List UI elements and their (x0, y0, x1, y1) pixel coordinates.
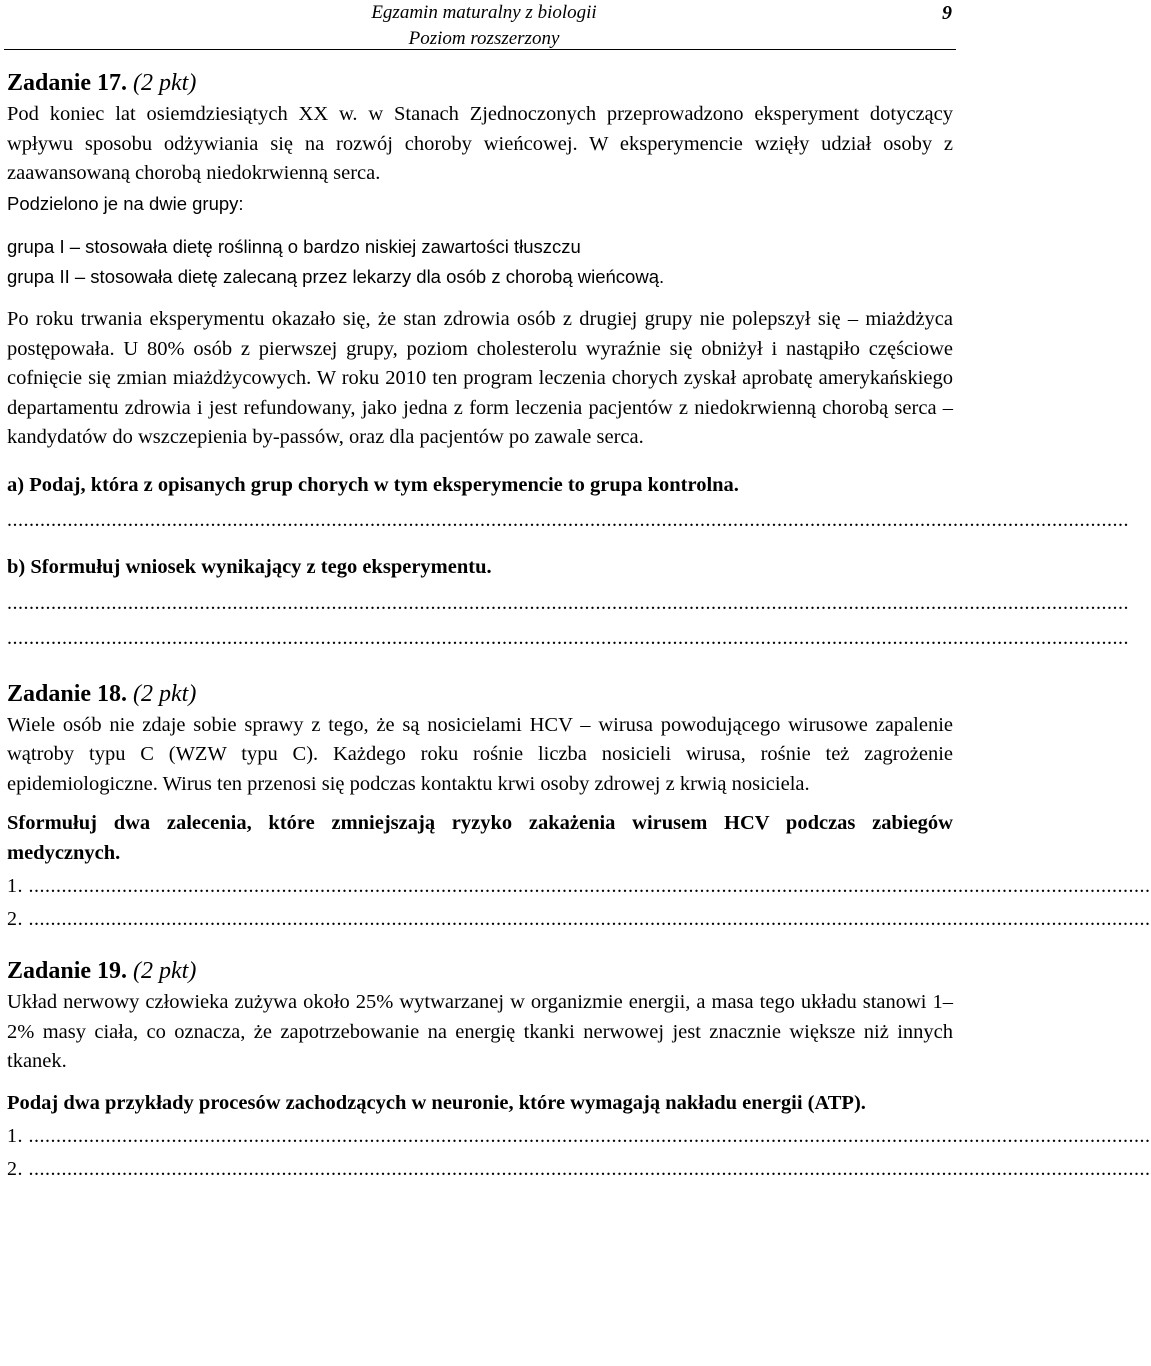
task-18-title (7, 679, 953, 709)
answer-18-2-dots: ............................................................................................................................................................................................................ (28, 908, 1151, 930)
task-19-points: (2 pkt) (133, 958, 197, 984)
task-19-question: Podaj dwa przykłady procesów zachodzących w neuronie, które wymagają nakładu energii (ATP). (7, 1091, 866, 1114)
page-header (0, 0, 960, 48)
answer-19-1-dots: ............................................................................................................................................................................................................ (28, 1125, 1151, 1147)
exam-level: Poziom rozszerzony (408, 28, 560, 49)
task-17-question-a: a) Podaj, która z opisanych grup chorych w tym eksperymencie to grupa kontrolna. (7, 473, 739, 496)
task-19-title (7, 956, 953, 986)
page-number: 9 (942, 2, 952, 24)
task-17-points: (2 pkt) (133, 70, 197, 96)
page-content (7, 68, 1151, 1184)
answer-line-17b-2[interactable]: ............................................................................................................................................................................................................ (7, 626, 1129, 649)
task-19-number: Zadanie 19. (7, 958, 128, 984)
task-18-text: Wiele osób nie zdaje sobie sprawy z tego, że są nosicielami HCV – wirusa powodującego wirusowe zapalenie wątroby typu C (WZW typu C). Każdego roku rośnie liczba nosicieli wirusa, rośnie też zagrożenie epidemiologiczne. Wirus ten przenosi się podczas kontaktu krwi osoby zdrowej z krwią nosiciela. (7, 713, 953, 795)
task-19-text: Układ nerwowy człowieka zużywa około 25% wytwarzanej w organizmie energii, a masa tego układu stanowi 1–2% masy ciała, co oznacza, że zapotrzebowanie na energię tkanki nerwowej jest znacznie większe niż innych tkanek. (7, 991, 953, 1072)
answer-18-1-label: 1. (7, 875, 23, 897)
task-17-question-b: b) Sformułuj wniosek wynikający z tego eksperymentu. (7, 556, 492, 578)
answer-19-2-dots: ............................................................................................................................................................................................................ (28, 1158, 1151, 1180)
answer-19-2-label: 2. (7, 1158, 23, 1180)
answer-line-17b-1[interactable]: ............................................................................................................................................................................................................ (7, 591, 1129, 614)
task-17-group-1: grupa I – stosowała dietę roślinną o bardzo niskiej zawartości tłuszczu (7, 236, 581, 257)
header-titles (371, 0, 596, 52)
task-19 (7, 956, 1151, 1184)
task-17-groups-intro: Podzielono je na dwie grupy: (7, 192, 244, 214)
task-17-result: Po roku trwania eksperymentu okazało się, że stan zdrowia osób z drugiej grupy nie polepszył się – miażdżyca postępowała. U 80% osób z pierwszej grupy, poziom cholesterolu wyraźnie się obniżył i nastąpiło częściowe cofnięcie się zmian miażdżycowych. W roku 2010 ten program leczenia chorych zyskał aprobatę amerykańskiego departamentu zdrowia i jest refundowany, jako jedna z form leczenia pacjentów z niedokrwienną chorobą serca – kandydatów do wszczepienia by-passów, oraz dla pacjentów po zawale serca. (7, 308, 953, 448)
answer-18-2-label: 2. (7, 908, 23, 930)
task-18-number: Zadanie 18. (7, 680, 128, 707)
header-divider (4, 49, 956, 50)
task-18-points: (2 pkt) (133, 680, 197, 707)
answer-line-18-2[interactable] (7, 905, 1151, 934)
answer-line-17a[interactable]: ............................................................................................................................................................................................................ (7, 509, 1129, 531)
answer-line-19-1[interactable] (7, 1122, 1151, 1151)
answer-line-19-2[interactable] (7, 1155, 1151, 1184)
answer-line-18-1[interactable] (7, 872, 1151, 901)
task-17-group-2: grupa II – stosowała dietę zalecaną przez lekarzy dla osób z chorobą wieńcową. (7, 265, 665, 287)
task-17-intro: Pod koniec lat osiemdziesiątych XX w. w Stanach Zjednoczonych przeprowadzono eksperyment dotyczący wpływu sposobu odżywiania się na rozwój choroby wieńcowej. W eksperymencie wzięły udział osoby z zaawansowaną chorobą niedokrwienną serca. (7, 103, 953, 184)
task-18 (7, 679, 1151, 935)
answer-19-1-label: 1. (7, 1125, 23, 1147)
task-17 (7, 68, 1129, 653)
answer-18-1-dots: ............................................................................................................................................................................................................ (28, 875, 1151, 897)
exam-title: Egzamin maturalny z biologii (371, 2, 597, 23)
task-18-question: Sformułuj dwa zalecenia, które zmniejszają ryzyko zakażenia wirusem HCV podczas zabiegów medycznych. (7, 812, 953, 864)
task-17-number: Zadanie 17. (7, 70, 128, 96)
task-17-title (7, 68, 953, 98)
